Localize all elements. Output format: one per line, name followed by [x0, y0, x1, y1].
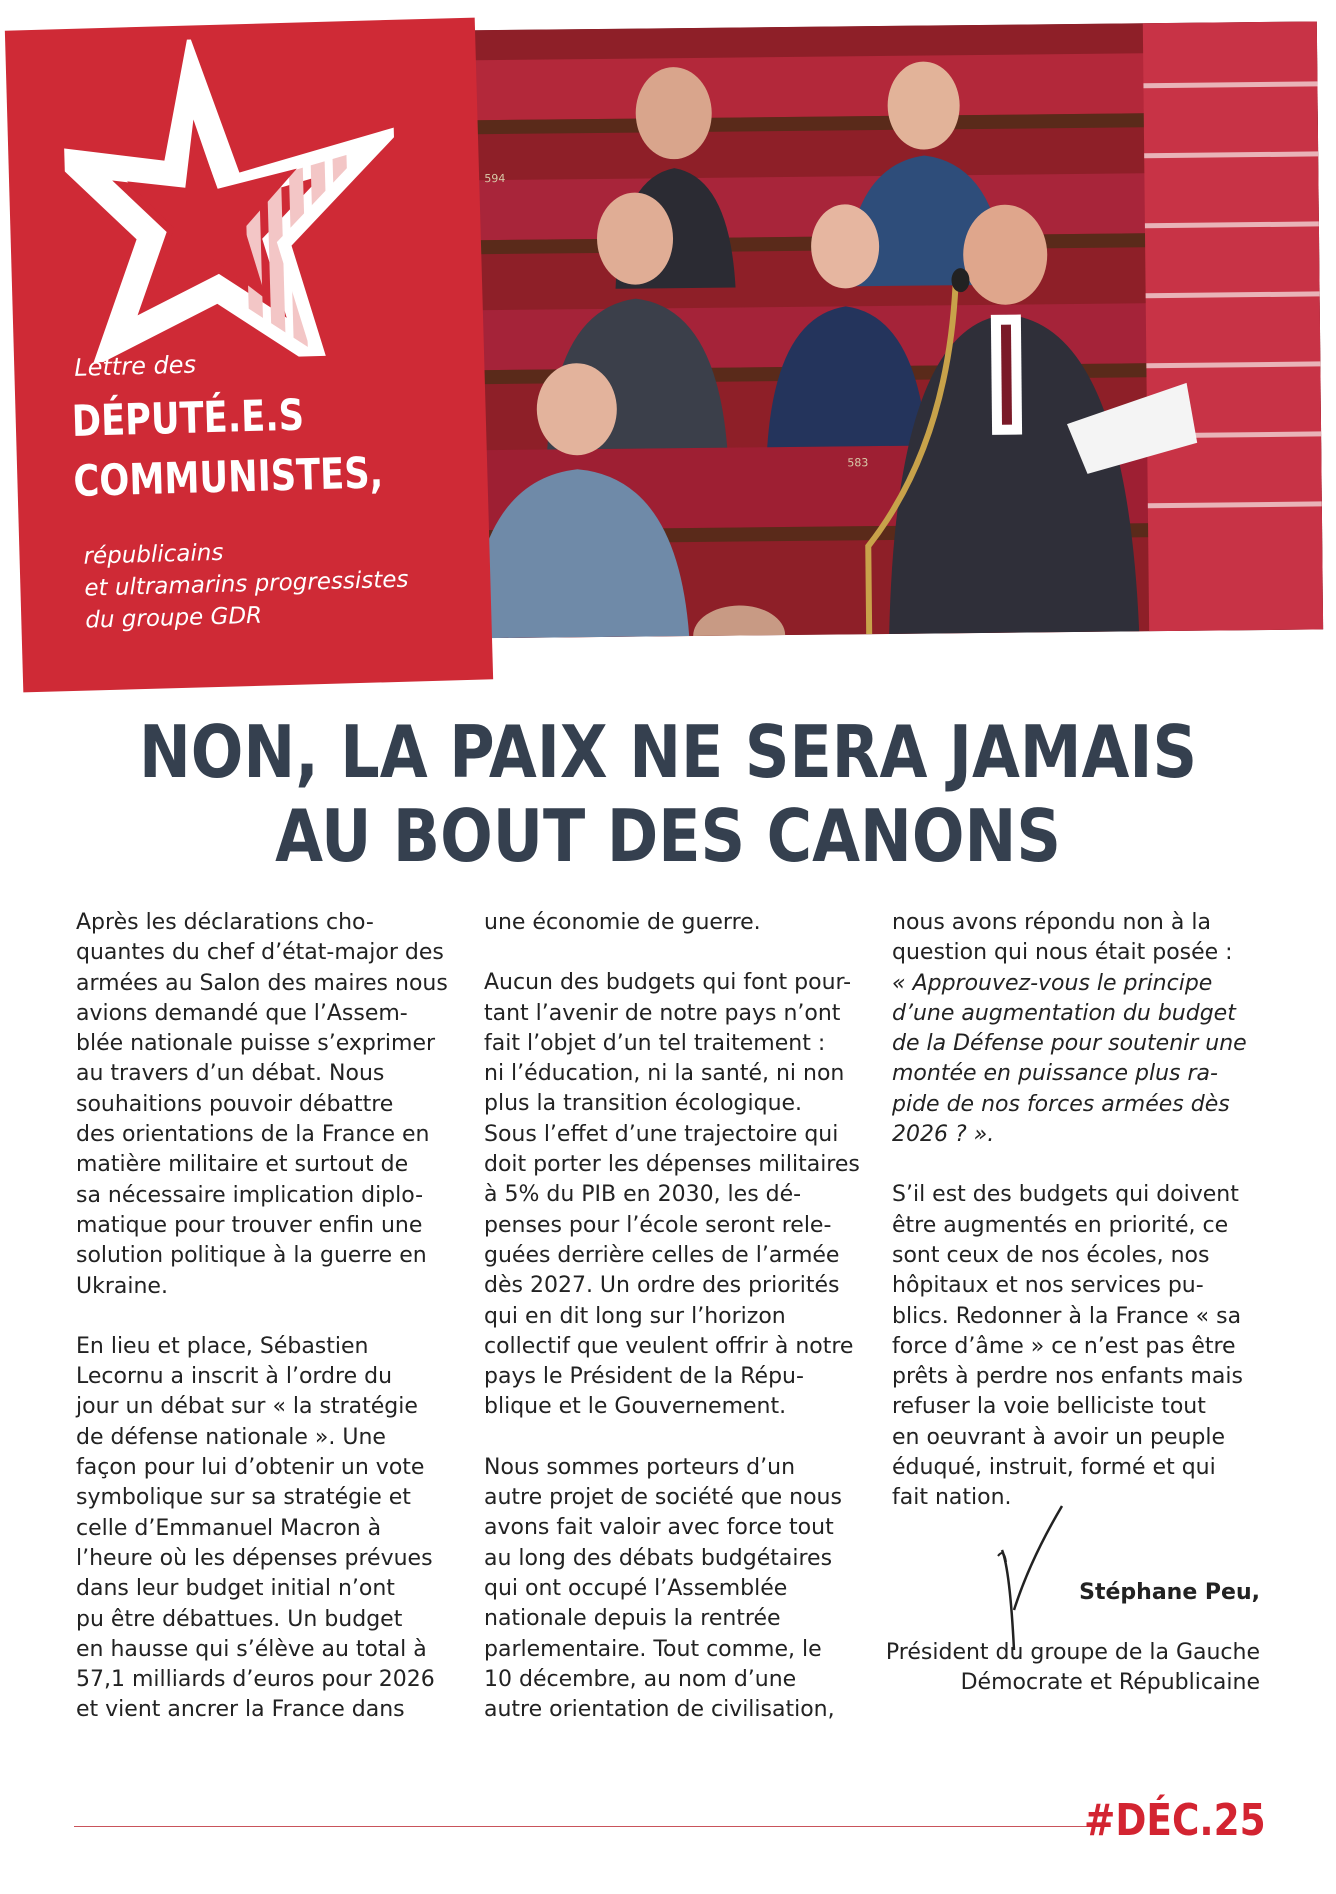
text-line: l’heure où les dépenses prévues	[76, 1545, 433, 1571]
masthead-subtitle-line: et ultramarins progressistes	[84, 566, 409, 602]
text-line: qui ont occupé l’Assemblée	[484, 1575, 788, 1601]
text-line: en hausse qui s’élève au total à	[76, 1636, 427, 1662]
assembly-photo	[443, 21, 1323, 638]
text-line: pays le Président de la Répu-	[484, 1364, 804, 1390]
text-line: prêts à perdre nos enfants mais	[892, 1364, 1243, 1390]
text-line: symbolique sur sa stratégie et	[76, 1485, 411, 1511]
quote-line: d’une augmentation du budget	[892, 1000, 1236, 1026]
text-line: de défense nationale ». Une	[76, 1424, 386, 1450]
text-line: Lecornu a inscrit à l’ordre du	[76, 1364, 393, 1390]
text-line: blée nationale puisse s’exprimer	[76, 1031, 436, 1057]
text-line: dans leur budget initial n’ont	[76, 1576, 395, 1602]
text-line: Après les déclarations cho-	[76, 910, 374, 935]
text-line: éduqué, instruit, formé et qui	[892, 1455, 1216, 1481]
quote-line: de la Défense pour soutenir une	[892, 1031, 1247, 1057]
text-line: et vient ancrer la France dans	[76, 1697, 405, 1723]
text-line: collectif que veulent offrir à notre	[484, 1333, 854, 1359]
quote-line: « Approuvez-vous le principe	[892, 970, 1213, 996]
text-line: force d’âme » ce n’est pas être	[892, 1333, 1236, 1359]
signatory-name: Stéphane Peu,	[1079, 1580, 1260, 1605]
text-line: doit porter les dépenses militaires	[484, 1152, 860, 1178]
text-line: pu être débattues. Un budget	[76, 1606, 403, 1632]
text-line: façon pour lui d’obtenir un vote	[76, 1455, 425, 1481]
star-logo-icon	[61, 34, 400, 363]
text-line: être augmentés en priorité, ce	[892, 1212, 1229, 1238]
article-column-2	[484, 908, 862, 1755]
paragraph	[484, 908, 862, 938]
text-line: à 5% du PIB en 2030, les dé-	[484, 1182, 802, 1208]
page-headline	[0, 710, 1336, 878]
text-line: en oeuvrant à avoir un peuple	[892, 1424, 1226, 1450]
paragraph	[76, 1332, 454, 1726]
assembly-photo-illustration	[443, 21, 1323, 638]
masthead-title-line2: COMMUNISTES,	[72, 448, 384, 507]
text-line: Ukraine.	[76, 1273, 168, 1299]
masthead-subtitle-line: républicains	[83, 539, 224, 570]
text-line: celle d’Emmanuel Macron à	[76, 1515, 382, 1541]
handwritten-signature-icon	[990, 1500, 1090, 1660]
text-line: souhaitions pouvoir débattre	[76, 1091, 394, 1117]
text-line: quantes du chef d’état-major des	[76, 940, 444, 966]
paragraph	[892, 1180, 1270, 1513]
seat-number-label: 594	[484, 171, 506, 186]
quote-line: montée en puissance plus ra-	[892, 1061, 1218, 1087]
text-line: blics. Redonner à la France « sa	[892, 1303, 1242, 1329]
text-line: au long des débats budgétaires	[484, 1545, 833, 1571]
paragraph	[484, 968, 862, 1422]
text-line: tant l’avenir de notre pays n’ont	[484, 1000, 841, 1026]
masthead-subtitle	[83, 532, 410, 637]
text-line: avions demandé que l’Assem-	[76, 1000, 408, 1026]
text-line: armées au Salon des maires nous	[76, 970, 448, 996]
text-line: fait l’objet d’un tel traitement :	[484, 1030, 826, 1056]
text-line: solution politique à la guerre en	[76, 1243, 427, 1269]
text-line: nous avons répondu non à la	[892, 910, 1211, 935]
text-line: Nous sommes porteurs d’un	[484, 1454, 796, 1480]
text-line: hôpitaux et nos services pu-	[892, 1273, 1204, 1299]
article-column-3	[892, 908, 1270, 1544]
masthead-title-line1: DÉPUTÉ.E.S	[71, 390, 305, 447]
issue-tag: #DÉC.25	[1084, 1795, 1266, 1846]
text-line: matière militaire et surtout de	[76, 1152, 409, 1178]
quote-line: pide de nos forces armées dès	[892, 1091, 1230, 1117]
text-line: penses pour l’école seront rele-	[484, 1212, 832, 1238]
text-line: 10 décembre, au nom d’une	[484, 1666, 797, 1692]
text-line: jour un débat sur « la stratégie	[76, 1394, 418, 1420]
quote-line: 2026 ? ».	[892, 1122, 995, 1148]
text-line: guées derrière celles de l’armée	[484, 1242, 840, 1268]
text-line: Aucun des budgets qui font pour-	[484, 970, 852, 996]
headline-line1: NON, LA PAIX NE SERA JAMAIS	[138, 710, 1198, 794]
paragraph	[484, 1453, 862, 1726]
text-line: blique et le Gouvernement.	[484, 1394, 787, 1420]
headline-line2: AU BOUT DES CANONS	[275, 794, 1061, 878]
text-line: sa nécessaire implication diplo-	[76, 1182, 424, 1208]
text-line: dès 2027. Un ordre des priorités	[484, 1273, 840, 1299]
text-line: matique pour trouver enfin une	[76, 1212, 423, 1238]
text-line: refuser la voie belliciste tout	[892, 1394, 1206, 1420]
paragraph	[76, 908, 454, 1302]
text-line: Sous l’effet d’une trajectoire qui	[484, 1121, 839, 1147]
paragraph	[892, 908, 1270, 1150]
signatory-title	[886, 1638, 1260, 1698]
text-line: ni l’éducation, ni la santé, ni non	[484, 1061, 845, 1087]
text-line: avons fait valoir avec force tout	[484, 1515, 834, 1541]
text-line: fait nation.	[892, 1485, 1012, 1511]
text-line: qui en dit long sur l’horizon	[484, 1303, 786, 1329]
text-line: S’il est des budgets qui doivent	[892, 1182, 1239, 1208]
text-line: au travers d’un débat. Nous	[76, 1061, 385, 1087]
text-line: plus la transition écologique.	[484, 1091, 803, 1117]
text-line: autre orientation de civilisation,	[484, 1697, 835, 1723]
masthead-subtitle-line: du groupe GDR	[84, 602, 263, 634]
text-line: parlementaire. Tout comme, le	[484, 1636, 822, 1662]
masthead-intro: Lettre des	[73, 350, 197, 382]
text-line: question qui nous était posée :	[892, 940, 1233, 966]
signatory-title-line: Démocrate et Républicaine	[960, 1670, 1260, 1695]
text-line: sont ceux de nos écoles, nos	[892, 1242, 1210, 1268]
masthead-card	[5, 18, 493, 693]
text-line: une économie de guerre.	[484, 910, 761, 935]
article-column-1	[76, 908, 454, 1756]
text-line: autre projet de société que nous	[484, 1485, 842, 1511]
seat-number-label: 583	[847, 456, 869, 470]
text-line: nationale depuis la rentrée	[484, 1606, 781, 1632]
text-line: des orientations de la France en	[76, 1122, 430, 1148]
footer-divider	[74, 1826, 1106, 1827]
text-line: 57,1 milliards d’euros pour 2026	[76, 1667, 435, 1693]
text-line: En lieu et place, Sébastien	[76, 1333, 369, 1359]
signatory-title-line: Président du groupe de la Gauche	[885, 1640, 1260, 1665]
